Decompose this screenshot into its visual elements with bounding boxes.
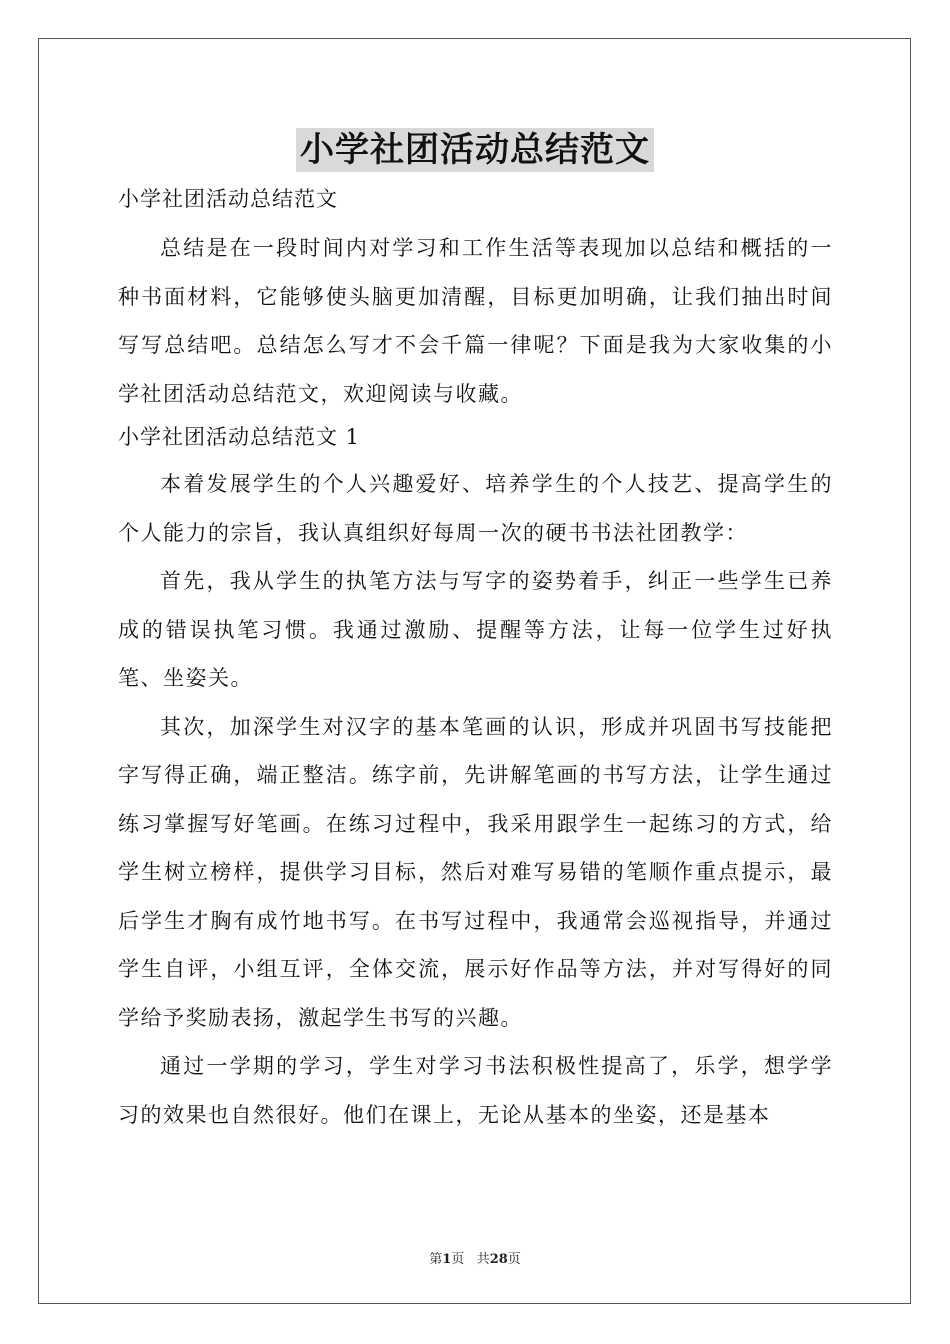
document-body [118,182,833,1139]
document-subtitle: 小学社团活动总结范文 [118,187,338,211]
total-suffix: 页 [507,1252,521,1267]
title-container [0,128,950,172]
page-prefix: 第 [429,1252,443,1267]
body-paragraph-1: 本着发展学生的个人兴趣爱好、培养学生的个人技艺、提高学生的个人能力的宗旨，我认真组织好每周一次的硬书书法社团教学： [118,472,833,545]
body-paragraph-2: 首先，我从学生的执笔方法与写字的姿势着手，纠正一些学生已养成的错误执笔习惯。我通过激励、提醒等方法，让每一位学生过好执笔、坐姿关。 [118,569,833,690]
body-paragraph-3: 其次，加深学生对汉字的基本笔画的认识，形成并巩固书写技能把字写得正确，端正整洁。练字前，先讲解笔画的书写方法，让学生通过练习掌握写好笔画。在练习过程中，我采用跟学生一起练习的方式，给学生树立榜样，提供学习目标，然后对难写易错的笔顺作重点提示，最后学生才胸有成竹地书写。在书写过程中，我通常会巡视指导，并通过学生自评，小组互评，全体交流，展示好作品等方法，并对写得好的同学给予奖励表扬，激起学生书写的兴趣。 [118,714,833,1030]
intro-paragraph: 总结是在一段时间内对学习和工作生活等表现加以总结和概括的一种书面材料，它能够使头脑更加清醒，目标更加明确，让我们抽出时间写写总结吧。总结怎么写才不会千篇一律呢？下面是我为大家收集的小学社团活动总结范文，欢迎阅读与收藏。 [118,236,833,406]
page-footer [0,1248,950,1267]
document-title: 小学社团活动总结范文 [296,128,654,172]
current-page-number: 1 [442,1252,452,1267]
page-suffix: 页 [451,1252,465,1267]
total-pages-number: 28 [489,1252,508,1267]
total-prefix: 共 [476,1252,490,1267]
body-paragraph-4: 通过一学期的学习，学生对学习书法积极性提高了，乐学，想学学习的效果也自然很好。他们在课上，无论从基本的坐姿，还是基本 [118,1054,833,1127]
section-heading: 小学社团活动总结范文 1 [118,425,361,449]
